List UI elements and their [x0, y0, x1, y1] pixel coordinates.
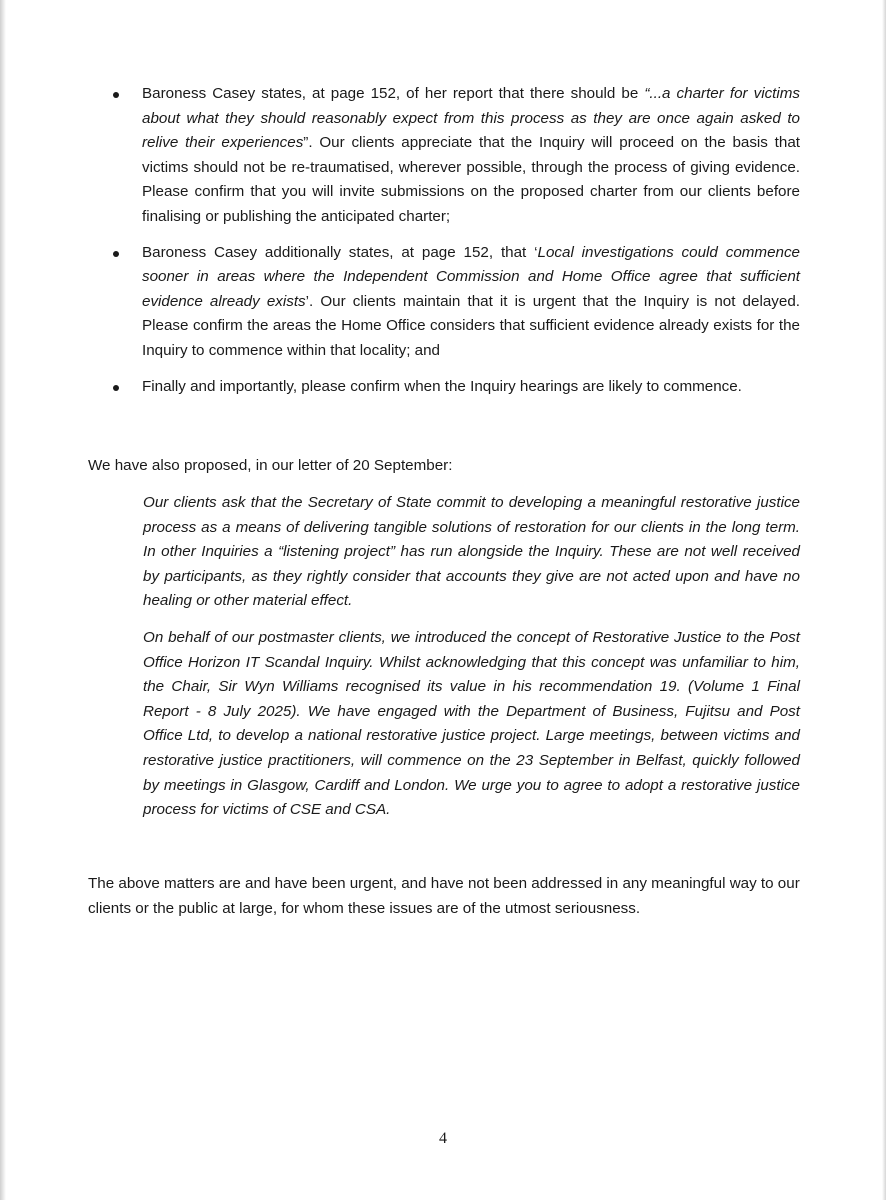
bullet-text: ’. Our clients maintain that it is urgent that the Inquiry is not delayed. Please confirm the areas the Home Office considers that sufficient evidence already exists for the Inquiry to commence within that locality; and [142, 292, 800, 359]
intro-paragraph: We have also proposed, in our letter of 20 September: [88, 457, 453, 474]
quote-postmaster-clients: On behalf of our postmaster clients, we introduced the concept of Restorative Justice to the Post Office Horizon IT Scandal Inquiry. Whilst acknowledging that this concept was unfamiliar to him, the Chair, Sir Wyn Williams recognised its value in his recommendation 19. (Volume 1 Final Report - 8 July 2025). We have engaged with the Department of Business, Fujitsu and Post Office Ltd, to develop a national restorative justice project. Large meetings, between victims and restorative justice practitioners, will commence on the 23 September in Belfast, quickly followed by meetings in Glasgow, Cardiff and London. We urge you to agree to adopt a restorative justice process for victims of CSE and CSA. [143, 629, 800, 819]
closing-paragraph: The above matters are and have been urgent, and have not been addressed in any meaningful way to our clients or the public at large, for whom these issues are of the utmost seriousness. [88, 875, 800, 917]
bullet-text: Finally and importantly, please confirm when the Inquiry hearings are likely to commence. [142, 377, 742, 395]
bullet-text: Baroness Casey states, at page 152, of her report that there should be [142, 85, 645, 102]
bullet-quote: “...a charter for victims about what they should reasonably expect from this process as they are once again asked to relive their experiences [142, 85, 801, 152]
bullet-dot-icon [113, 92, 119, 98]
quote-restorative-justice: Our clients ask that the Secretary of State commit to developing a meaningful restorative justice process as a means of delivering tangible solutions of restoration for our clients in the long term. In other Inquiries a “listening project” has run alongside the Inquiry. These are not well received by participants, as they rightly consider that accounts they give are not acted upon and have no healing or other material effect. [143, 494, 800, 610]
bullet-item-hearings [112, 375, 800, 400]
bullet-text: ”. Our clients appreciate that the Inquiry will proceed on the basis that victims should not be re-traumatised, wherever possible, through the process of giving evidence. Please confirm that you will invite submissions on the proposed charter from our clients before finalising or publishing the anticipated charter; [142, 134, 801, 225]
bullet-dot-icon [113, 251, 119, 257]
page-edge-left [0, 0, 6, 1200]
bullet-dot-icon [113, 385, 119, 391]
bullet-item-charter [112, 82, 800, 230]
bullet-quote: Local investigations could commence sooner in areas where the Independent Commission and Home Office agree that sufficient evidence already exists [142, 243, 800, 310]
bullet-item-local-investigations [112, 241, 800, 364]
page-number: 4 [439, 1130, 447, 1147]
bullet-text: Baroness Casey additionally states, at page 152, that ‘ [142, 243, 538, 261]
page-edge-right [882, 0, 886, 1200]
bullet-list [112, 82, 800, 410]
